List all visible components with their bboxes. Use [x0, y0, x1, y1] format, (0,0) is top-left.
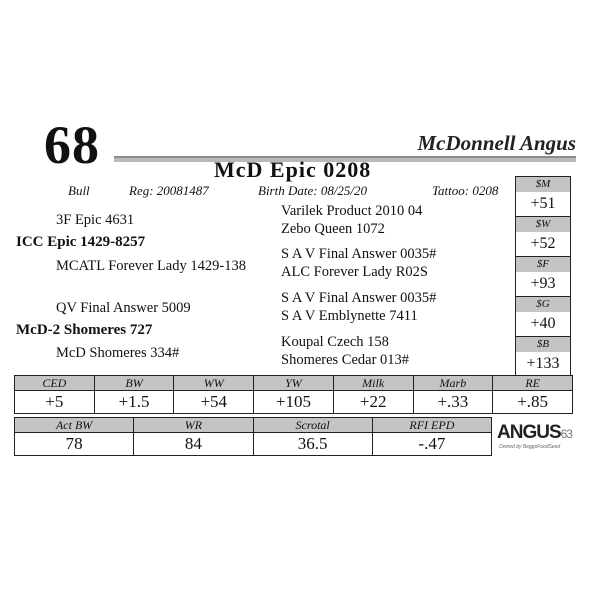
index-label: $G — [516, 297, 570, 312]
pedigree-ancestor: Shomeres Cedar 013# — [281, 352, 410, 368]
index-cell — [516, 177, 570, 216]
index-value: +51 — [530, 195, 556, 212]
index-label: $W — [516, 217, 570, 232]
epd-header-row — [15, 418, 492, 433]
pedigree-ancestor: ALC Forever Lady R02S — [281, 264, 428, 280]
index-cell — [516, 296, 570, 336]
epd-header: BW — [94, 376, 174, 391]
epd-header: Milk — [333, 376, 413, 391]
index-label: $M — [516, 177, 570, 192]
sex-label: Bull — [68, 183, 90, 198]
epd-value: +5 — [15, 391, 95, 414]
index-cell — [516, 216, 570, 256]
epd-header: WR — [134, 418, 253, 433]
registration-number: Reg: 20081487 — [129, 183, 209, 198]
animal-name: McD Epic 0208 — [214, 157, 372, 182]
epd-header: YW — [254, 376, 334, 391]
dam: McD-2 Shomeres 727 — [16, 322, 153, 338]
epd-table-main — [14, 375, 573, 414]
logo-text: ANGUS63 — [497, 422, 572, 443]
epd-value: +1.5 — [94, 391, 174, 414]
epd-value: 36.5 — [253, 433, 372, 456]
logo-tagline: Owned by BeggsFoodSeed — [499, 444, 561, 450]
epd-value: +.85 — [493, 391, 573, 414]
epd-value: +105 — [254, 391, 334, 414]
epd-value-row — [15, 391, 573, 414]
index-value: +40 — [530, 315, 556, 332]
epd-value: 84 — [134, 433, 253, 456]
dam-sire: QV Final Answer 5009 — [56, 300, 191, 316]
epd-value: +.33 — [413, 391, 493, 414]
pedigree-ancestor: S A V Final Answer 0035# — [281, 290, 437, 306]
epd-header: WW — [174, 376, 254, 391]
epd-header: RFI EPD — [372, 418, 491, 433]
sire: ICC Epic 1429-8257 — [16, 234, 146, 250]
index-label: $B — [516, 337, 570, 352]
tattoo: Tattoo: 0208 — [432, 183, 499, 198]
pedigree-ancestor: S A V Emblynette 7411 — [281, 308, 418, 324]
sire-dam: MCATL Forever Lady 1429-138 — [56, 258, 246, 274]
epd-value: +22 — [333, 391, 413, 414]
index-cell — [516, 256, 570, 296]
epd-value: -.47 — [372, 433, 491, 456]
pedigree-ancestor: Zebo Queen 1072 — [281, 221, 385, 237]
pedigree-ancestor: S A V Final Answer 0035# — [281, 246, 437, 262]
epd-table-secondary — [14, 417, 492, 456]
epd-header: Marb — [413, 376, 493, 391]
index-label: $F — [516, 257, 570, 272]
index-value: +52 — [530, 235, 556, 252]
epd-value: +54 — [174, 391, 254, 414]
index-value: +133 — [526, 355, 560, 372]
epd-header: RE — [493, 376, 573, 391]
epd-header: CED — [15, 376, 95, 391]
pedigree-ancestor: Varilek Product 2010 04 — [281, 203, 423, 219]
breeder-name: McDonnell Angus — [417, 131, 576, 155]
epd-header-row — [15, 376, 573, 391]
epd-header: Scrotal — [253, 418, 372, 433]
dam-dam: McD Shomeres 334# — [56, 345, 180, 361]
epd-value-row — [15, 433, 492, 456]
index-value: +93 — [530, 275, 556, 292]
angus-logo — [497, 420, 573, 454]
sire-sire: 3F Epic 4631 — [56, 212, 135, 228]
pedigree-ancestor: Koupal Czech 158 — [281, 334, 389, 350]
index-cell — [516, 336, 570, 376]
birth-date: Birth Date: 08/25/20 — [258, 183, 368, 198]
epd-value: 78 — [15, 433, 134, 456]
epd-header: Act BW — [15, 418, 134, 433]
lot-number: 68 — [44, 115, 100, 175]
dollar-index-column — [515, 176, 571, 377]
